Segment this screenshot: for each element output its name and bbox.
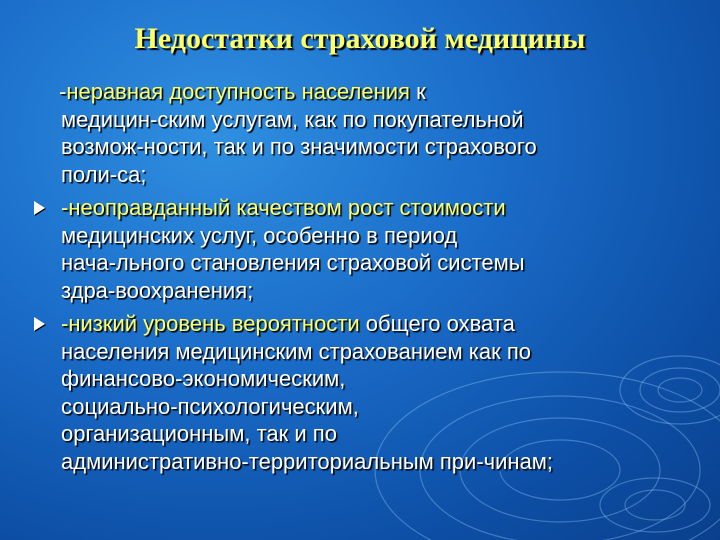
list-item-highlight: -низкий уровень вероятности <box>61 311 360 336</box>
list-item-highlight: -неоправданный качеством рост стоимости <box>61 195 506 220</box>
list-item-line: населения медицинским страхованием как по <box>61 338 531 364</box>
arrow-bullet-icon <box>34 317 45 331</box>
list-item-line: нача-льного становления страховой системы <box>61 250 525 275</box>
list-item-first-line <box>59 78 694 106</box>
list-item-line: организационным, так и по <box>61 421 337 446</box>
slide-title: Недостатки страховой медицины <box>134 22 586 55</box>
list-item-first-line-rest: к <box>409 79 426 104</box>
arrow-bullet-icon <box>34 201 45 215</box>
list-item <box>34 310 694 475</box>
list-item-highlight: неравная доступность населения <box>66 79 410 104</box>
list-item-line: медицин-ским услугам, как по покупательной <box>61 106 524 132</box>
list-item-first-line <box>61 310 694 338</box>
list-item <box>34 194 694 304</box>
slide-content <box>34 78 694 481</box>
list-item-line: поли-са; <box>61 161 147 187</box>
list-item-line: медицинских услуг, особенно в период <box>61 222 458 248</box>
list-item-first-line <box>61 194 694 222</box>
list-item-line: возмож-ности, так и по значимости страхового <box>61 134 537 159</box>
list-item-line: социально-психологическим, <box>61 393 359 419</box>
list-item <box>34 78 694 188</box>
list-item-line: административно-территориальным при-чинам; <box>61 448 554 474</box>
list-item-lead: - <box>59 79 67 104</box>
list-item-line: здра-воохранения; <box>61 277 254 303</box>
list-item-line: финансово-экономическим, <box>61 366 346 391</box>
list-item-first-line-rest: общего охвата <box>359 311 515 336</box>
